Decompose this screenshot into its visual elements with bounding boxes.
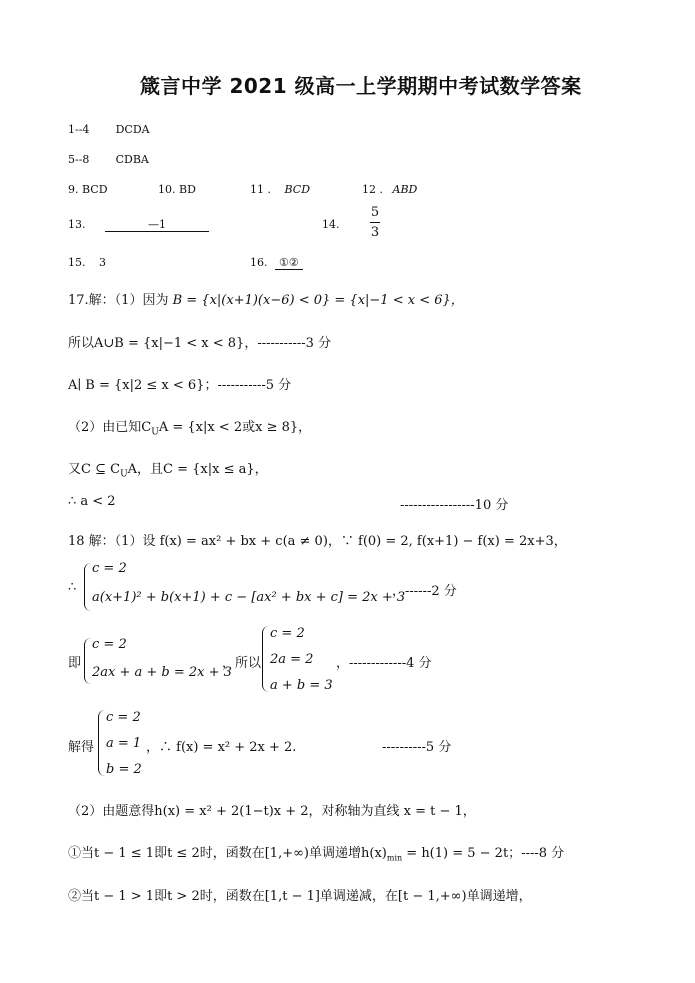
q18-sys2-mid: ，所以 (222, 656, 262, 671)
left-brace (84, 563, 91, 611)
answer-value: ①② (275, 256, 303, 270)
answer-value: DCDA (115, 123, 150, 136)
answer-label: 5--8 (68, 153, 90, 166)
answer-q11 (250, 183, 310, 196)
answer-label: 1--4 (68, 123, 90, 136)
answer-row-1-4 (68, 122, 150, 137)
fraction-bar (370, 222, 380, 223)
fraction-denominator: 3 (370, 225, 380, 240)
left-brace (98, 710, 105, 776)
answer-label: 11 . (250, 183, 271, 196)
q18-line-1: 18 解：（1）设 f(x) = ax² + bx + c(a ≠ 0)，∵ f(0) = 2, f(x+1) − f(x) = 2x+3， (68, 534, 567, 549)
answer-q16 (250, 256, 303, 269)
page-title: 箴言中学 2021 级高一上学期期中考试数学答案 (140, 74, 582, 98)
subscript: min (386, 853, 403, 863)
q18-sol-eq1: c = 2 (106, 710, 141, 725)
answer-label: 16. (250, 256, 268, 269)
q17-intro: 17.解：（1）因为 (68, 293, 169, 308)
left-brace (84, 638, 91, 684)
subscript: U (120, 469, 128, 480)
q18-sys3-eq3: a + b = 3 (270, 678, 333, 693)
q17-line-2: 所以A∪B = {x|−1 < x < 8}，-----------3 分 (68, 336, 332, 351)
answer-q13 (68, 218, 209, 232)
q18-sol-eq3: b = 2 (106, 762, 142, 777)
subscript: U (151, 427, 159, 438)
q17-text: A，且C = {x|x ≤ a}， (127, 462, 268, 477)
answer-label: 12 . (362, 183, 383, 196)
left-brace (262, 626, 269, 692)
q18-case-2: ②当t − 1 > 1即t > 2时，函数在[1,t − 1]单调递减，在[t − 1,+∞)单调递增， (68, 889, 532, 904)
q18-sys2-eq1: c = 2 (92, 637, 127, 652)
fraction-numerator: 5 (370, 205, 380, 220)
q18-sys3-score: ，-------------4 分 (336, 656, 432, 671)
q17-text: （2）由已知C (68, 420, 152, 435)
q17-conclusion: ∴ a < 2 (68, 494, 116, 509)
q17-set-b: B = {x|(x+1)(x−6) < 0} = {x|−1 < x < 6}， (172, 293, 464, 308)
case-text: = h(1) = 5 − 2t；----8 分 (402, 846, 565, 861)
q18-sol-score: ----------5 分 (382, 740, 452, 755)
q18-sol-result: ，∴ f(x) = x² + 2x + 2. (146, 740, 297, 755)
q17-text: 又C ⊆ C (68, 462, 121, 477)
q17-line-5 (68, 458, 268, 480)
case-text: ①当t − 1 ≤ 1即t ≤ 2时，函数在[1,+∞)单调递增h(x) (68, 846, 387, 861)
q17-score: -----------------10 分 (400, 498, 509, 513)
q18-case-1 (68, 842, 564, 863)
answer-value: —1 (105, 218, 209, 232)
q17-line-1 (68, 289, 464, 308)
q18-sys1-eq1: c = 2 (92, 561, 127, 576)
q18-sys1-score: ，------2 分 (392, 584, 457, 599)
answer-value: ABD (392, 183, 418, 196)
q18-sol-eq2: a = 1 (106, 736, 142, 751)
q17-line-3: A∣ B = {x|2 ≤ x < 6}；-----------5 分 (68, 378, 292, 393)
q18-part2-intro: （2）由题意得h(x) = x² + 2(1−t)x + 2，对称轴为直线 x = t − 1， (68, 804, 476, 819)
q18-sys1-eq2: a(x+1)² + b(x+1) + c − [ax² + bx + c] = 2x + 3 (92, 590, 406, 605)
answer-q15 (68, 256, 106, 269)
answer-label: 13. (68, 218, 86, 231)
answer-q14-fraction (370, 205, 380, 240)
answer-label: 15. (68, 256, 86, 269)
q18-sys2-eq2: 2ax + a + b = 2x + 3 (92, 665, 232, 680)
answer-q9: 9. BCD (68, 183, 108, 196)
answer-value: CDBA (115, 153, 149, 166)
answer-q10: 10. BD (158, 183, 196, 196)
q18-sys3-eq2: 2a = 2 (270, 652, 314, 667)
q18-sys1-prefix: ∴ (68, 580, 77, 595)
answer-q12 (362, 183, 417, 196)
answer-q14-label: 14. (322, 218, 340, 231)
q18-sys2-prefix: 即 (68, 656, 82, 671)
q18-sol-prefix: 解得 (68, 740, 95, 755)
answer-value: 3 (99, 256, 106, 269)
q17-line-4 (68, 416, 311, 438)
q17-text: A = {x|x < 2或x ≥ 8}， (158, 420, 312, 435)
q18-sys3-eq1: c = 2 (270, 626, 305, 641)
answer-value: BCD (284, 183, 311, 196)
answer-row-5-8 (68, 152, 149, 167)
